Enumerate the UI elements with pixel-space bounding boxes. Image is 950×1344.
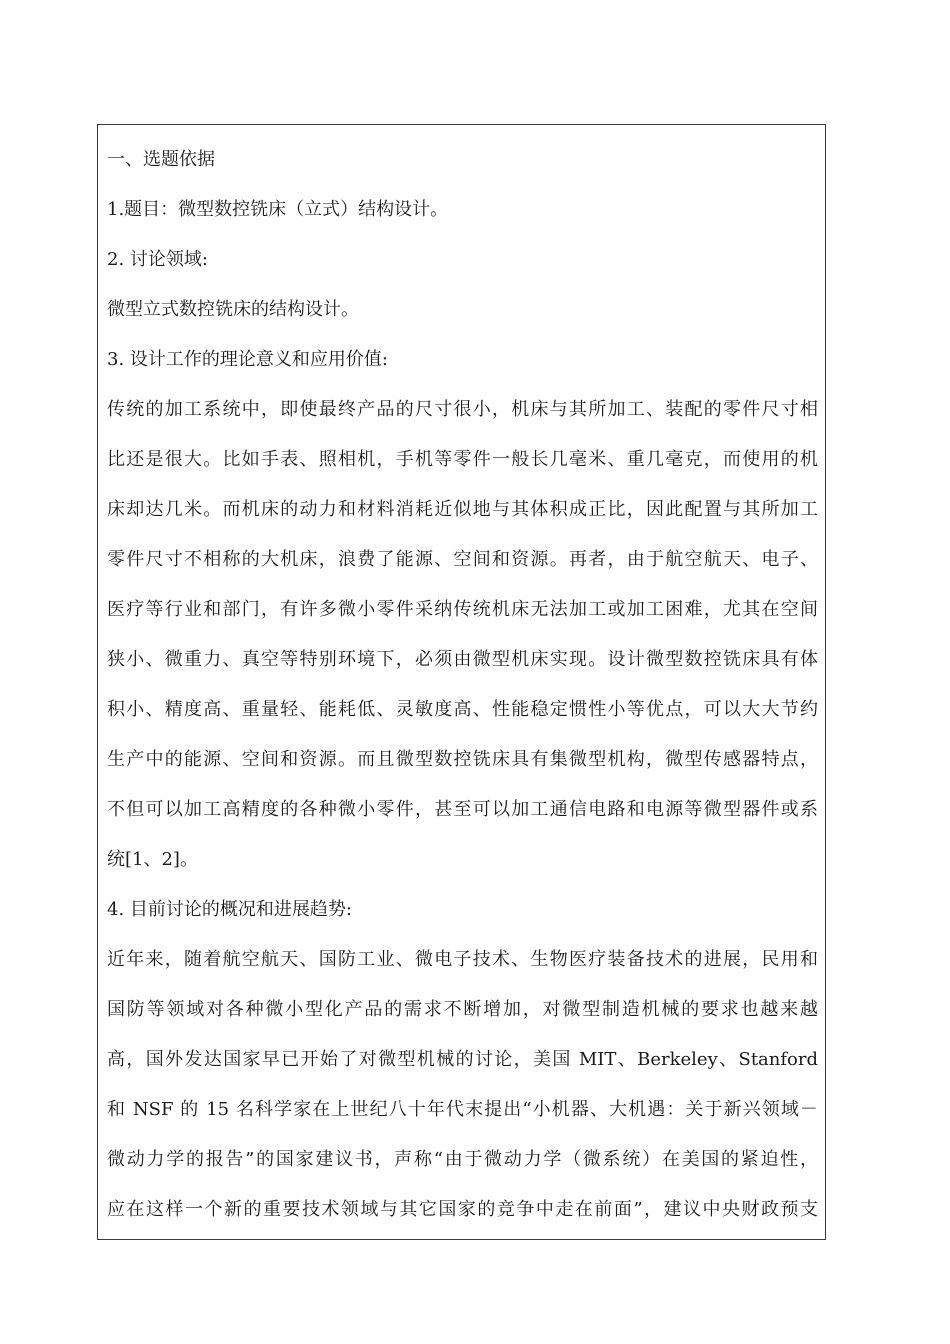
significance-line: 积小、精度高、重量轻、能耗低、灵敏度高、性能稳定惯性小等优点，可以大大节约 bbox=[107, 699, 818, 720]
status-line: 和 NSF 的 15 名科学家在上世纪八十年代末提出“小机器、大机遇：关于新兴领域－ bbox=[107, 1099, 818, 1120]
status-line: 微动力学的报告”的国家建议书，声称“由于微动力学（微系统）在美国的紧迫性， bbox=[107, 1149, 818, 1170]
field-heading: 2. 讨论领域: bbox=[107, 249, 208, 270]
significance-line: 比还是很大。比如手表、照相机，手机等零件一般长几毫米、重几毫克，而使用的机 bbox=[107, 449, 818, 470]
status-heading: 4. 目前讨论的概况和进展趋势: bbox=[107, 899, 352, 920]
document-frame bbox=[97, 124, 826, 1240]
significance-line: 零件尺寸不相称的大机床，浪费了能源、空间和资源。再者，由于航空航天、电子、 bbox=[107, 549, 818, 570]
document-body bbox=[107, 135, 818, 1235]
status-line: 应在这样一个新的重要技术领域与其它国家的竞争中走在前面”，建议中央财政预支 bbox=[107, 1199, 818, 1220]
significance-line: 狭小、微重力、真空等特别环境下，必须由微型机床实现。设计微型数控铣床具有体 bbox=[107, 649, 818, 670]
status-line: 国防等领域对各种微小型化产品的需求不断增加，对微型制造机械的要求也越来越 bbox=[107, 999, 818, 1020]
significance-line: 医疗等行业和部门，有许多微小零件采纳传统机床无法加工或加工困难，尤其在空间 bbox=[107, 599, 818, 620]
significance-line: 不但可以加工高精度的各种微小零件，甚至可以加工通信电路和电源等微型器件或系 bbox=[107, 799, 818, 820]
status-line: 高，国外发达国家早已开始了对微型机械的讨论，美国 MIT、Berkeley、Stanford bbox=[107, 1049, 818, 1070]
status-line: 近年来，随着航空航天、国防工业、微电子技术、生物医疗装备技术的进展，民用和 bbox=[107, 949, 818, 970]
topic-line: 1.题目：微型数控铣床（立式）结构设计。 bbox=[107, 199, 449, 220]
field-text: 微型立式数控铣床的结构设计。 bbox=[107, 299, 359, 320]
significance-heading: 3. 设计工作的理论意义和应用价值: bbox=[107, 349, 388, 370]
significance-line: 床却达几米。而机床的动力和材料消耗近似地与其体积成正比，因此配置与其所加工 bbox=[107, 499, 818, 520]
section-title: 一、选题依据 bbox=[107, 149, 215, 170]
significance-line: 统[1、2]。 bbox=[107, 849, 198, 870]
significance-line: 生产中的能源、空间和资源。而且微型数控铣床具有集微型机构，微型传感器特点， bbox=[107, 749, 818, 770]
significance-line: 传统的加工系统中，即使最终产品的尺寸很小，机床与其所加工、装配的零件尺寸相 bbox=[107, 399, 818, 420]
